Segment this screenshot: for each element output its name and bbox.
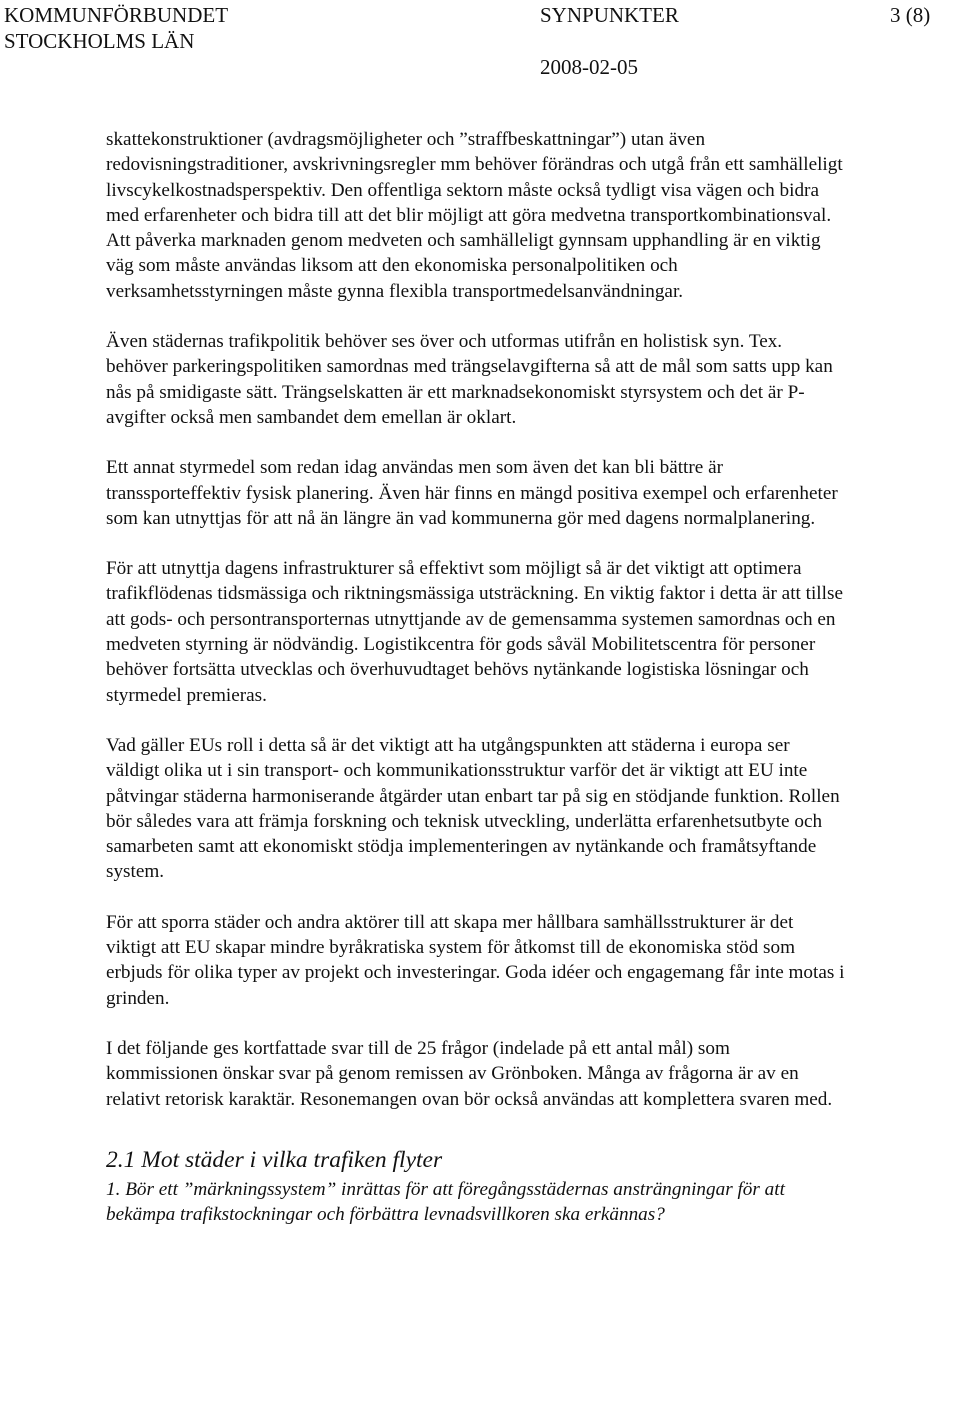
header-page-number: 3 (8) (890, 3, 931, 27)
question-1: 1. Bör ett ”märkningssystem” inrättas för att föregångsstädernas ansträngningar för att bekämpa trafikstockningar och förbättra levnadsvillkoren ska erkännas? (106, 1178, 785, 1226)
section-heading: 2.1 Mot städer i vilka trafiken flyter (106, 1146, 443, 1173)
document-body (106, 127, 846, 1228)
paragraph-infrastructure-use: För att utnyttja dagens infrastrukturer så effektivt som möjligt så är det viktigt att optimera trafikflödenas tidsmässiga och riktningsmässiga utsträckning. En viktig faktor i detta är att tillse att gods- och persontransporternas utnyttjande av de gemensamma systemen samordnas och en medveten styrning är nödvändig. Logistikcentra för gods såväl Mobilitetscentra för personer behöver fortsätta utvecklas och överhuvudtaget behövs nytänkande logistiska lösningar och styrmedel premieras. (106, 558, 843, 706)
paragraph-eu-funding: För att sporra städer och andra aktörer till att skapa mer hållbara samhällsstrukturer är det viktigt att EU skapar mindre byråkratiska system för åtkomst till de ekonomiska stöd som erbjuds för olika typer av projekt och investeringar. Goda idéer och engagemang får inte motas i grinden. (106, 911, 845, 1009)
header-organization-line1: KOMMUNFÖRBUNDET (4, 3, 229, 27)
paragraph-tax-structures: skattekonstruktioner (avdragsmöjligheter och ”straffbeskattningar”) utan även redovisningstraditioner, avskrivningsregler mm behöver förändras och utgå från ett samhälleligt livscykelkostnadsperspektiv. Den offentliga sektorn måste också tydligt visa vägen och bidra med erfarenheter och bidra till att det blir möjligt att göra medvetna transportkombinationsval. Att påverka marknaden genom medveten och samhälleligt gynnsam upphandling är en viktig väg som måste användas liksom att den ekonomiska personalpolitiken och verksamhetsstyrningen måste gynna flexibla transportmedelsanvändningar. (106, 129, 843, 302)
header-date: 2008-02-05 (540, 55, 638, 79)
header-organization-line2: STOCKHOLMS LÄN (4, 29, 195, 53)
paragraph-city-traffic-policy: Även städernas trafikpolitik behöver ses över och utformas utifrån en holistisk syn. Tex. behöver parkeringspolitiken samordnas med trängselavgifterna så att de mål som satts upp kan nås på smidigaste sätt. Trängselskatten är ett marknadsekonomiskt styrsystem och det är P-avgifter också men sambandet dem emellan är oklart. (106, 331, 833, 428)
header-document-type: SYNPUNKTER (540, 3, 679, 27)
paragraph-eu-role: Vad gäller EUs roll i detta så är det viktigt att ha utgångspunkten att städerna i europa ser väldigt olika ut i sin transport- och kommunikationsstruktur varför det är viktigt att EU inte påtvingar städerna harmoniserande åtgärder utan enbart tar på sig en stödjande funktion. Rollen bör således vara att främja forskning och teknisk utveckling, underlätta erfarenhetsutbyte och samarbeten samt att ekonomiskt stödja implementeringen av nytänkande och framåtsyftande system. (106, 734, 840, 883)
paragraph-answers-intro: I det följande ges kortfattade svar till de 25 frågor (indelade på ett antal mål) som kommissionen önskar svar på genom remissen av Grönboken. Många av frågorna är av en relativt retorisk karaktär. Resonemangen ovan bör också användas att komplettera svaren med. (106, 1037, 833, 1110)
paragraph-physical-planning: Ett annat styrmedel som redan idag användas men som även det kan bli bättre är transsporteffektiv fysisk planering. Även här finns en mängd positiva exempel och erfarenheter som kan utnyttjas för att nå än längre än vad kommunerna gör med dagens normalplanering. (106, 457, 838, 529)
